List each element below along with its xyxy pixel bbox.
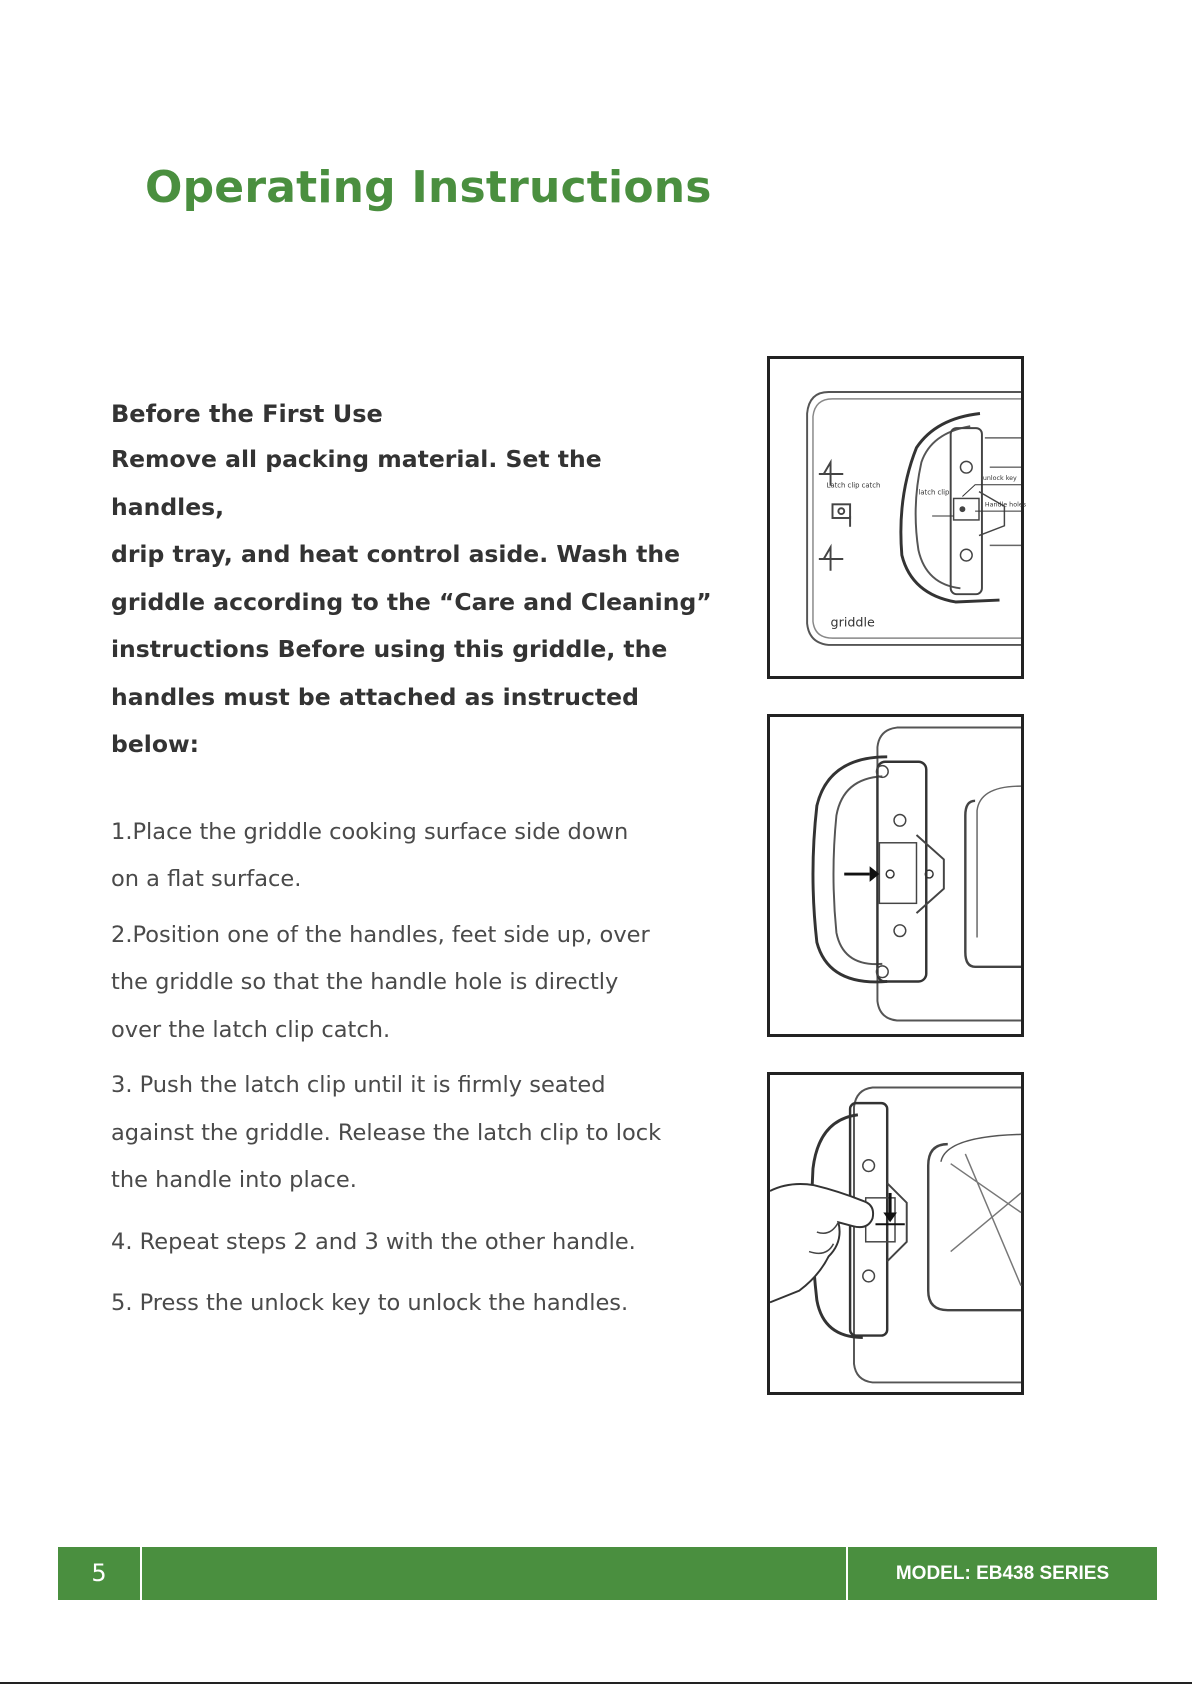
model-label: MODEL: EB438 SERIES [895,1563,1110,1584]
intro-line: griddle according to the “Care and Cleaning” [111,587,712,616]
page-number: 5 [58,1547,142,1600]
step-line: 3. Push the latch clip until it is firmly seated [111,1072,606,1098]
step-line: over the latch clip catch. [111,1016,391,1043]
section-heading: Before the First Use [111,400,383,428]
step-line: on a flat surface. [111,866,302,892]
bottom-rule [0,1682,1192,1684]
label-latch-clip [918,489,949,497]
step-line: the handle into place. [111,1167,357,1193]
intro-paragraph [111,436,721,769]
instructions-content [111,392,721,1336]
label-handle-holes [985,501,1026,508]
step-4 [111,1219,721,1267]
label-latch-clip-catch [827,482,881,490]
step-line: 5. Press the unlock key to unlock the handles. [111,1290,629,1316]
steps-list [111,809,721,1328]
label-latch-clip-text: latch clip [918,488,950,497]
label-unlock-key-text: unlock key [982,474,1017,482]
step-5 [111,1280,721,1328]
label-griddle-text: griddle [830,614,875,630]
intro-line: drip tray, and heat control aside. Wash the [111,540,681,568]
step-line: against the griddle. Release the latch clip to lock [111,1119,662,1146]
figure-press-latch [767,1072,1024,1395]
step-2 [111,912,721,1055]
figure-position-handle [767,714,1024,1037]
footer-bar [58,1547,1157,1600]
label-unlock-key [983,475,1017,482]
label-griddle [831,614,875,629]
figure-griddle-parts [767,356,1027,679]
step-1 [111,809,721,904]
step-line: 2.Position one of the handles, feet side up, over [111,921,650,948]
step-line: 1.Place the griddle cooking surface side down [111,818,629,845]
position-handle-illustration [770,717,1021,1034]
intro-line: handles must be attached as instructed below: [111,682,639,758]
intro-line: Remove all packing material. Set the handles, [111,445,602,521]
intro-line: instructions Before using this griddle, the [111,635,668,663]
label-latch-clip-catch-text: Latch clip catch [826,481,881,490]
page-title: Operating Instructions [145,162,712,213]
step-3 [111,1062,721,1205]
step-line: 4. Repeat steps 2 and 3 with the other handle. [111,1228,636,1255]
press-latch-illustration [770,1075,1021,1392]
griddle-parts-illustration [770,359,1027,676]
step-line: the griddle so that the handle hole is directly [111,969,619,995]
label-handle-holes-text: Handle holes [984,501,1027,509]
